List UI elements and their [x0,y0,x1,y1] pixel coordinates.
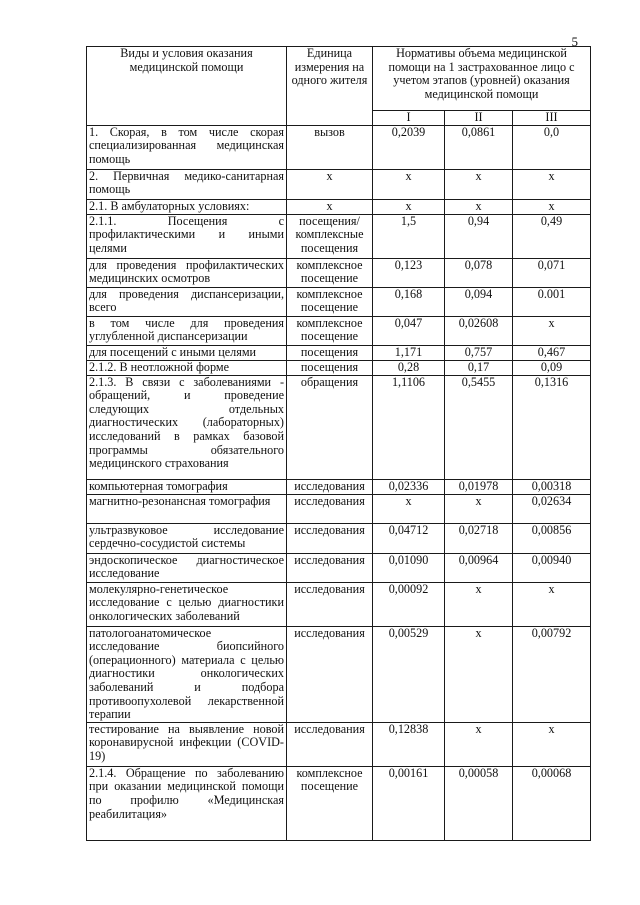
row-name: тестирование на выявление новой коронавирусной инфекции (COVID-19) [87,722,287,766]
row-unit: исследования [287,494,373,523]
row-value-3: 0,00940 [513,553,591,582]
row-value-1: 0,00161 [373,766,445,840]
row-value-1: 0,2039 [373,125,445,169]
header-level-3: III [513,111,591,126]
row-unit: комплексное посещение [287,258,373,287]
row-value-1: 0,123 [373,258,445,287]
row-value-2: 0,5455 [445,375,513,479]
row-value-2: x [445,199,513,214]
row-unit: x [287,199,373,214]
row-value-1: 1,1106 [373,375,445,479]
row-value-1: 0,02336 [373,479,445,494]
row-value-3: 0,467 [513,345,591,360]
row-unit: комплексное посещение [287,316,373,345]
row-name: для проведения профилактических медицинских осмотров [87,258,287,287]
row-value-3: 0,09 [513,360,591,375]
row-value-1: x [373,199,445,214]
row-name: в том числе для проведения углубленной диспансеризации [87,316,287,345]
row-value-3: 0,00068 [513,766,591,840]
row-unit: вызов [287,125,373,169]
row-name: патологоанатомическое исследование биопсийного (операционного) материала с целью диагностики онкологических заболеваний и подбора противоопухолевой лекарственной терапии [87,626,287,722]
row-value-2: 0,094 [445,287,513,316]
row-value-1: 1,171 [373,345,445,360]
row-unit: x [287,169,373,199]
row-name: 2. Первичная медико-санитарная помощь [87,169,287,199]
row-name: магнитно-резонансная томография [87,494,287,523]
row-name: молекулярно-генетическое исследование с целью диагностики онкологических заболеваний [87,582,287,626]
row-unit: комплексное посещение [287,287,373,316]
row-value-2: 0,00058 [445,766,513,840]
row-value-3: 0,0 [513,125,591,169]
row-unit: исследования [287,722,373,766]
row-value-2: 0,02608 [445,316,513,345]
row-value-3: 0,00318 [513,479,591,494]
row-name: ультразвуковое исследование сердечно-сосудистой системы [87,523,287,553]
row-unit: исследования [287,582,373,626]
row-name: для посещений с иными целями [87,345,287,360]
row-value-1: 0,047 [373,316,445,345]
row-unit: исследования [287,626,373,722]
row-value-3: x [513,722,591,766]
row-unit: исследования [287,553,373,582]
norms-table [86,46,591,841]
row-value-3: x [513,169,591,199]
row-value-2: x [445,582,513,626]
row-value-3: 0,071 [513,258,591,287]
row-name: 2.1. В амбулаторных условиях: [87,199,287,214]
row-unit: исследования [287,479,373,494]
row-value-2: x [445,626,513,722]
row-value-2: 0,17 [445,360,513,375]
row-name: 1. Скорая, в том числе скорая специализированная медицинская помощь [87,125,287,169]
row-name: 2.1.2. В неотложной форме [87,360,287,375]
row-value-3: 0,00792 [513,626,591,722]
row-value-1: 0,04712 [373,523,445,553]
row-value-2: x [445,169,513,199]
row-name: 2.1.4. Обращение по заболеванию при оказании медицинской помощи по профилю «Медицинская реабилитация» [87,766,287,840]
row-unit: посещения [287,360,373,375]
row-value-3: 0,00856 [513,523,591,553]
row-value-1: 0,00092 [373,582,445,626]
row-value-2: 0,0861 [445,125,513,169]
row-value-2: 0,02718 [445,523,513,553]
row-value-2: x [445,494,513,523]
header-norms: Нормативы объема медицинской помощи на 1 застрахованное лицо с учетом этапов (уровней) оказания медицинской помощи [373,47,591,111]
row-unit: исследования [287,523,373,553]
row-value-3: 0,49 [513,214,591,258]
row-value-3: 0.001 [513,287,591,316]
row-value-2: 0,078 [445,258,513,287]
header-types: Виды и условия оказания медицинской помощи [87,47,287,126]
row-value-2: 0,94 [445,214,513,258]
header-unit: Единица измерения на одного жителя [287,47,373,126]
row-value-3: x [513,199,591,214]
row-unit: комплексное посещение [287,766,373,840]
row-value-1: 0,00529 [373,626,445,722]
row-name: 2.1.3. В связи с заболеваниями - обращений, и проведение следующих отдельных диагностических (лабораторных) исследований в рамках базовой программы обязательного медицинского страхования [87,375,287,479]
row-value-3: x [513,582,591,626]
row-value-2: 0,00964 [445,553,513,582]
row-value-1: x [373,494,445,523]
row-name: 2.1.1. Посещения с профилактическими и иными целями [87,214,287,258]
row-value-2: 0,01978 [445,479,513,494]
row-value-3: x [513,316,591,345]
row-unit: посещения/ комплексные посещения [287,214,373,258]
row-name: эндоскопическое диагностическое исследование [87,553,287,582]
row-name: для проведения диспансеризации, всего [87,287,287,316]
row-value-3: 0,1316 [513,375,591,479]
row-value-1: 0,168 [373,287,445,316]
row-value-1: 0,28 [373,360,445,375]
row-value-1: 0,01090 [373,553,445,582]
page-number: 5 [571,34,578,49]
row-value-1: x [373,169,445,199]
header-level-2: II [445,111,513,126]
row-value-2: 0,757 [445,345,513,360]
row-value-1: 0,12838 [373,722,445,766]
row-value-3: 0,02634 [513,494,591,523]
row-unit: посещения [287,345,373,360]
row-value-2: x [445,722,513,766]
row-unit: обращения [287,375,373,479]
header-level-1: I [373,111,445,126]
row-name: компьютерная томография [87,479,287,494]
row-value-1: 1,5 [373,214,445,258]
